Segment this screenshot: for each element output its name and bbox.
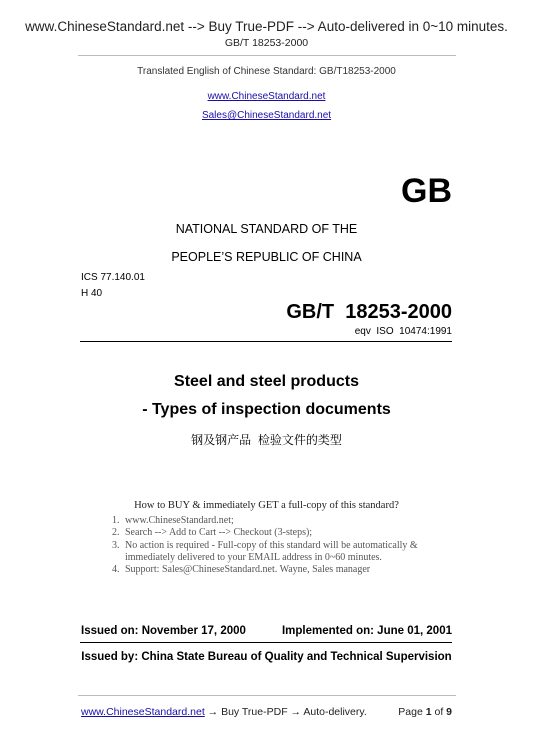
purchase-step: 4. Support: Sales@ChineseStandard.net. Wayne, Sales manager (112, 564, 371, 576)
purchase-step: 2. Search --> Add to Cart --> Checkout (3-steps); (112, 527, 313, 539)
implemented-date: Implemented on: June 01, 2001 (281, 625, 452, 637)
equivalent-standard: eqv ISO 10474:1991 (354, 326, 452, 337)
ccs-code: H 40 (81, 288, 103, 299)
footer-website-link[interactable]: www.ChineseStandard.net (81, 706, 205, 718)
purchase-step: 1. www.ChineseStandard.net; (112, 515, 234, 526)
standard-number: GB/T 18253-2000 (286, 301, 452, 323)
purchase-step-text: Support: Sales@ChineseStandard.net. Wayne, Sales manager (125, 564, 371, 576)
document-title-chinese: 钢及钢产品 检验文件的类型 (191, 433, 342, 447)
gb-logo-text: GB (401, 172, 452, 210)
footer-left (81, 706, 367, 718)
issuing-authority: Issued by: China State Bureau of Quality and Technical Supervision (81, 651, 452, 663)
document-title-line2: - Types of inspection documents (142, 401, 391, 418)
footer-tagline: → Buy True-PDF → Auto-delivery. (204, 706, 367, 718)
purchase-step-text: Search --> Add to Cart --> Checkout (3-steps); (125, 527, 313, 539)
top-banner: www.ChineseStandard.net --> Buy True-PDF --> Auto-delivered in 0~10 minutes. (25, 19, 508, 34)
purchase-step-text: No action is required - Full-copy of this standard will be automatically & immediately delivered to your EMAIL address in 0~60 minutes. (125, 539, 418, 563)
purchase-heading: How to BUY & immediately GET a full-copy of this standard? (134, 500, 399, 511)
current-page: 1 (425, 706, 432, 718)
national-standard-line2: PEOPLE’S REPUBLIC OF CHINA (171, 250, 362, 264)
email-link[interactable]: Sales@ChineseStandard.net (201, 110, 332, 121)
national-standard-line1: NATIONAL STANDARD OF THE (175, 222, 358, 236)
issuer-divider (80, 642, 452, 643)
ics-code: ICS 77.140.01 (81, 272, 145, 283)
translated-notice: Translated English of Chinese Standard: GB/T18253-2000 (137, 66, 396, 77)
website-link[interactable]: www.ChineseStandard.net (207, 91, 326, 102)
header-divider (78, 55, 456, 56)
purchase-step-text: www.ChineseStandard.net; (125, 515, 234, 526)
total-pages: 9 (446, 706, 452, 718)
top-banner-standard-number: GB/T 18253-2000 (224, 37, 309, 49)
page-indicator: Page 1 of 9 (398, 706, 452, 718)
purchase-step: 3. No action is required - Full-copy of this standard will be automatically & immediately delivered to your EMAIL address in 0~60 minutes. (112, 539, 418, 563)
footer-divider (78, 695, 456, 696)
issued-date: Issued on: November 17, 2000 (81, 625, 246, 637)
header-email-row (0, 105, 533, 123)
document-title-line1: Steel and steel products (174, 373, 359, 390)
header-link-row (0, 86, 533, 104)
purchase-steps (112, 515, 452, 576)
title-divider (80, 341, 452, 342)
